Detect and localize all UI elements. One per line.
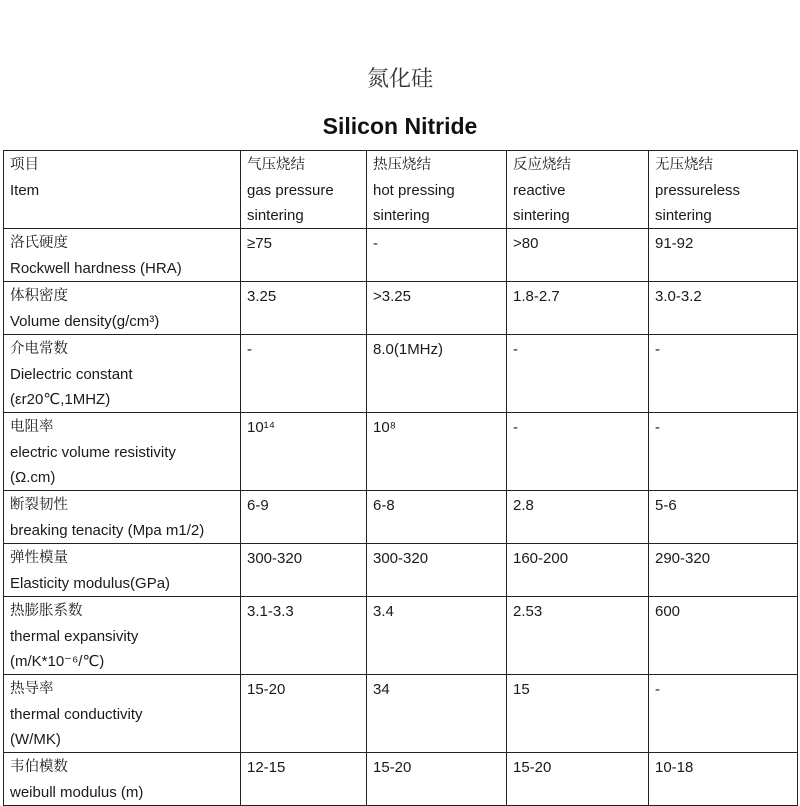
header-label-en: hot pressing [373, 182, 455, 199]
value-cell: 15-20 [367, 753, 507, 806]
property-name-en: (W/MK) [10, 731, 61, 748]
value-cell: - [507, 413, 649, 491]
header-label-cn: 热压烧结 [373, 157, 431, 173]
page-title: Silicon Nitride [322, 113, 478, 139]
table-row [4, 229, 798, 282]
value-cell: - [649, 413, 798, 491]
header-label-en: pressureless [655, 182, 741, 199]
value-cell: 12-15 [241, 753, 367, 806]
property-name-en: Rockwell hardness (HRA) [10, 260, 182, 277]
property-name-en: weibull modulus (m) [10, 784, 144, 801]
property-name-en: (m/K*10⁻⁶/℃) [10, 653, 105, 670]
value-cell: - [367, 229, 507, 282]
property-name-cn: 弹性模量 [10, 550, 68, 566]
table-row [4, 753, 798, 806]
header-label-en: Item [10, 182, 40, 199]
header-label-en: reactive [513, 182, 566, 199]
property-cell [4, 335, 241, 413]
value-cell: 300-320 [367, 544, 507, 597]
value-cell: 15 [507, 675, 649, 753]
property-cell [4, 675, 241, 753]
header-label-en: gas pressure [247, 182, 334, 199]
property-name-en: thermal conductivity [10, 706, 143, 723]
value-cell: 10⁸ [367, 413, 507, 491]
properties-table [3, 150, 798, 806]
value-cell: - [241, 335, 367, 413]
value-cell: 10-18 [649, 753, 798, 806]
value-cell: 15-20 [241, 675, 367, 753]
property-cell [4, 229, 241, 282]
value-cell: 2.53 [507, 597, 649, 675]
value-cell: 2.8 [507, 491, 649, 544]
header-cell [649, 151, 798, 229]
property-name-cn: 洛氏硬度 [10, 235, 68, 251]
value-cell: 91-92 [649, 229, 798, 282]
table-row [4, 597, 798, 675]
value-cell: 6-8 [367, 491, 507, 544]
value-cell: 3.4 [367, 597, 507, 675]
page-title-chinese: 氮化硅 [366, 67, 433, 92]
value-cell: 290-320 [649, 544, 798, 597]
property-name-cn: 韦伯模数 [10, 759, 68, 775]
property-cell [4, 413, 241, 491]
property-name-cn: 热导率 [10, 681, 54, 697]
property-name-cn: 体积密度 [10, 288, 68, 304]
header-label-cn: 反应烧结 [513, 157, 571, 173]
table-row [4, 413, 798, 491]
value-cell: 600 [649, 597, 798, 675]
header-label-cn: 项目 [10, 157, 39, 173]
header-label-cn: 无压烧结 [655, 157, 713, 173]
value-cell: 8.0(1MHz) [367, 335, 507, 413]
value-cell: - [649, 675, 798, 753]
value-cell: 34 [367, 675, 507, 753]
value-cell: >3.25 [367, 282, 507, 335]
header-label-en: sintering [373, 207, 430, 224]
header-label-en: sintering [513, 207, 570, 224]
property-name-en: Volume density(g/cm³) [10, 313, 160, 330]
table-row [4, 675, 798, 753]
property-cell [4, 282, 241, 335]
table-row [4, 335, 798, 413]
table-row [4, 491, 798, 544]
property-name-cn: 电阻率 [10, 419, 54, 435]
value-cell: 10¹⁴ [241, 413, 367, 491]
value-cell: - [649, 335, 798, 413]
value-cell: 6-9 [241, 491, 367, 544]
table-row [4, 282, 798, 335]
header-cell [367, 151, 507, 229]
property-cell [4, 753, 241, 806]
value-cell: 300-320 [241, 544, 367, 597]
table-row [4, 544, 798, 597]
value-cell: 1.8-2.7 [507, 282, 649, 335]
value-cell: 15-20 [507, 753, 649, 806]
table-header-row [4, 151, 798, 229]
property-cell [4, 544, 241, 597]
property-name-en: breaking tenacity (Mpa m1/2) [10, 522, 205, 539]
value-cell: 160-200 [507, 544, 649, 597]
property-name-en: (Ω.cm) [10, 469, 56, 486]
header-cell [241, 151, 367, 229]
value-cell: 3.0-3.2 [649, 282, 798, 335]
property-cell [4, 491, 241, 544]
property-name-en: thermal expansivity [10, 628, 139, 645]
header-label-cn: 气压烧结 [247, 157, 305, 173]
value-cell: >80 [507, 229, 649, 282]
property-name-en: Elasticity modulus(GPa) [10, 575, 171, 592]
value-cell: 3.25 [241, 282, 367, 335]
property-name-cn: 介电常数 [10, 341, 68, 357]
header-cell [4, 151, 241, 229]
header-label-en: sintering [655, 207, 712, 224]
property-name-cn: 断裂韧性 [10, 497, 68, 513]
property-name-en: (εr20℃,1MHZ) [10, 391, 111, 408]
header-label-en: sintering [247, 207, 304, 224]
property-cell [4, 597, 241, 675]
property-name-en: electric volume resistivity [10, 444, 176, 461]
header-cell [507, 151, 649, 229]
property-name-en: Dielectric constant [10, 366, 133, 383]
value-cell: - [507, 335, 649, 413]
value-cell: ≥75 [241, 229, 367, 282]
value-cell: 3.1-3.3 [241, 597, 367, 675]
property-name-cn: 热膨胀系数 [10, 603, 83, 619]
value-cell: 5-6 [649, 491, 798, 544]
